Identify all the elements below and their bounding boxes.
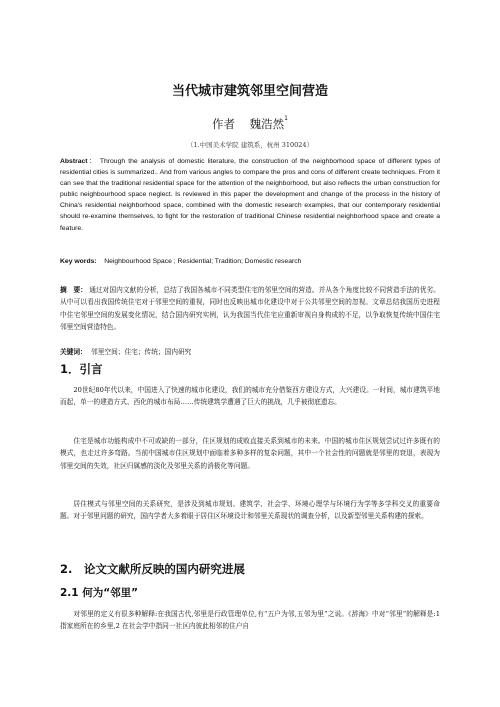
keywords-english — [60, 258, 440, 265]
abstract-chinese — [60, 284, 440, 333]
keywords-chinese — [60, 346, 440, 356]
section-1-paragraph-1: 20世纪80年代以来，中国进入了快速的城市化建设，我们的城市充分借鉴西方建设方式，大兴建设。一时间，城市建筑平地而起，单一的建造方式、西化的城市布局……传统建筑学遭遇了巨大的挑战，几乎被彻底遗忘。 — [60, 386, 440, 407]
section-1-heading: 1．引言 — [60, 362, 103, 376]
author-affiliation: （1.中国美术学院 建筑系，杭州 310024） — [186, 141, 314, 149]
abstract-english — [60, 156, 440, 234]
author-prefix: 作者 — [212, 117, 236, 131]
abstract-en-sep: ： — [87, 158, 97, 165]
abstract-zh-label: 摘 要： — [60, 286, 87, 294]
section-2-heading: 2. 论文文献所反映的国内研究进展 — [60, 562, 245, 576]
author-name: 魏浩然 — [249, 117, 285, 131]
keywords-en-label: Key words: — [60, 258, 97, 265]
keywords-zh-text: 邻里空间；住宅；传统；国内研究 — [91, 348, 192, 356]
section-2-1-paragraph: 对邻里的定义有很多种解释:在我国古代,邻里是行政管理单位,有“五户为邻,五邻为里”之说。《辞海》中对“邻里”的解释是:1 指家庭所在的乡里,2 在社会学中指同一社区内彼此相邻的住户自 — [60, 610, 440, 631]
paper-title: 当代城市建筑邻里空间营造 — [171, 84, 328, 99]
section-1-paragraph-2: 住宅是城市功能构成中不可或缺的一部分，住区规划的成败直接关系到城市的未来。中国的城市住区规划尝试过许多既有的模式，也走过许多弯路。当前中国城市住区规划中面临着多种多样的复杂问题，其中一个社会性的问题就是邻里的衰退，表现为邻里交间的失效，社区归属感的淡化及邻里关系的消极化等问题。 — [60, 437, 440, 470]
section-1-paragraph-3: 居住模式与邻里空间的关系研究，是涉及到城市规划、建筑学、社会学、环境心理学与环境行为学等多学科交叉的重要命题。对于邻里问题的研究，国内学者大多着眼于居住区环境设计和邻里关系现状的调查分析，以及新型邻里关系构建的探索。 — [60, 500, 440, 521]
abstract-en-label: Abstract — [60, 158, 88, 165]
author-line — [0, 116, 500, 132]
abstract-en-text: Through the analysis of domestic literature, the construction of the neighborhood space of different types of residential cities is summarized.. And from various angles to compare the pros and cons of different create techniques. From it can see that the traditional residential space for the attention of the neighborhood, but also reflects the urban construction for public neighbourhood space neglect. Is reviewed in this paper the development and change of the process in the history of China's residential neighborhood space, combined with the domestic research examples, that our contemporary residential should re-examine themselves, to fight for the restoration of traditional Chinese residential neighborhood space and create a feature. — [60, 158, 441, 232]
keywords-en-text: Neighbourhood Space ; Residential; Tradition; Domestic research — [104, 258, 302, 265]
keywords-zh-label: 关键词： — [60, 348, 87, 356]
abstract-zh-text: 通过对国内文献的分析，总结了我国各城市不同类型住宅的邻里空间的营造。并从各个角度比较不同营造手法的优劣。从中可以看出我国传统住宅对于邻里空间的重视，同时也反映出城市化建设中对于公共邻里空间的忽视。文章总结我国历史进程中住宅邻里空间的发展变化情况，结合国内研究实例，认为我国当代住宅应重新审视自身构成的不足，以争取恢复传统中国住宅邻里空间营造特色。 — [60, 286, 440, 331]
section-2-1-heading: 2.1 何为“邻里” — [60, 587, 139, 599]
author-footnote-mark: 1 — [284, 115, 288, 122]
